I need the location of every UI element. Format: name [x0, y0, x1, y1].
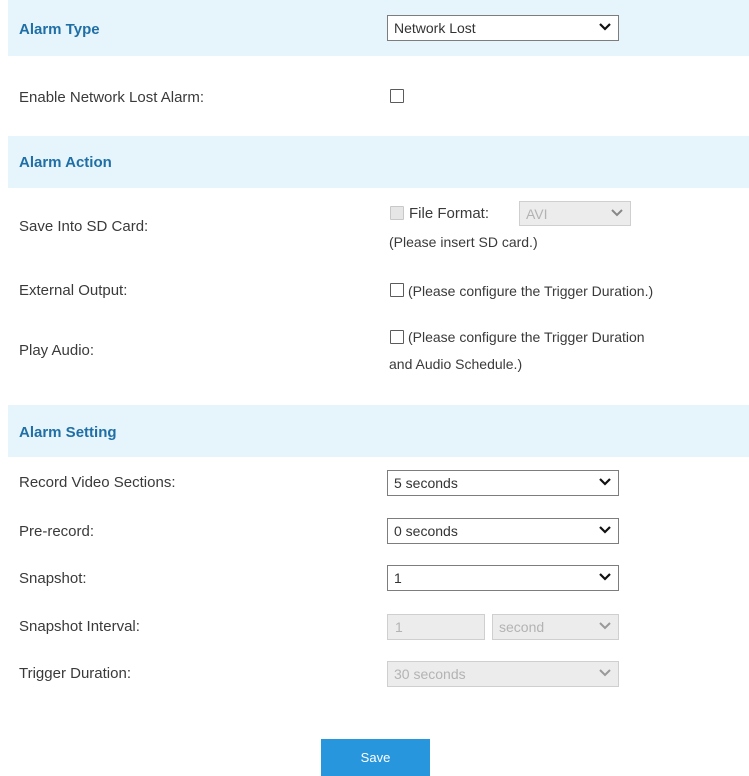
external-output-hint: (Please configure the Trigger Duration.) — [408, 283, 654, 299]
trigger-duration-label: Trigger Duration: — [19, 665, 131, 682]
save-sd-hint: (Please insert SD card.) — [389, 234, 538, 250]
snapshot-select[interactable] — [387, 565, 619, 591]
file-format-value: AVI — [526, 206, 548, 222]
record-video-sections-select[interactable] — [387, 470, 619, 496]
alarm-action-header — [8, 136, 749, 188]
snapshot-interval-value: 1 — [395, 619, 403, 635]
snapshot-interval-unit-value: second — [499, 619, 545, 635]
snapshot-interval-input[interactable] — [387, 614, 485, 640]
play-audio-checkbox[interactable] — [390, 330, 404, 344]
save-sd-label: Save Into SD Card: — [19, 218, 149, 235]
snapshot-interval-label: Snapshot Interval: — [19, 618, 140, 635]
pre-record-label: Pre-record: — [19, 523, 95, 540]
chevron-down-icon — [610, 206, 624, 220]
chevron-down-icon — [598, 619, 612, 633]
pre-record-value: 0 seconds — [394, 523, 458, 539]
pre-record-select[interactable] — [387, 518, 619, 544]
alarm-type-title: Alarm Type — [19, 21, 100, 38]
play-audio-hint-line1: (Please configure the Trigger Duration — [408, 329, 645, 345]
snapshot-interval-unit-select[interactable] — [492, 614, 619, 640]
chevron-down-icon — [598, 20, 612, 34]
alarm-type-value: Network Lost — [394, 20, 476, 36]
alarm-type-header — [8, 0, 749, 56]
record-video-sections-value: 5 seconds — [394, 475, 458, 491]
snapshot-value: 1 — [394, 570, 402, 586]
record-video-sections-label: Record Video Sections: — [19, 474, 176, 491]
chevron-down-icon — [598, 570, 612, 584]
trigger-duration-select[interactable] — [387, 661, 619, 687]
trigger-duration-value: 30 seconds — [394, 666, 466, 682]
chevron-down-icon — [598, 475, 612, 489]
alarm-type-select[interactable] — [387, 15, 619, 41]
alarm-action-title: Alarm Action — [19, 154, 112, 171]
chevron-down-icon — [598, 523, 612, 537]
snapshot-label: Snapshot: — [19, 570, 87, 587]
save-button[interactable]: Save — [321, 739, 430, 776]
play-audio-hint-line2: and Audio Schedule.) — [389, 356, 523, 372]
alarm-setting-title: Alarm Setting — [19, 424, 117, 441]
external-output-label: External Output: — [19, 282, 128, 299]
enable-network-lost-label: Enable Network Lost Alarm: — [19, 89, 205, 106]
chevron-down-icon — [598, 666, 612, 680]
alarm-setting-header — [8, 405, 749, 457]
save-sd-checkbox[interactable] — [390, 206, 404, 220]
enable-network-lost-checkbox[interactable] — [390, 89, 404, 103]
file-format-select[interactable] — [519, 201, 631, 226]
file-format-label: File Format: — [409, 205, 490, 222]
external-output-checkbox[interactable] — [390, 283, 404, 297]
play-audio-label: Play Audio: — [19, 342, 95, 359]
